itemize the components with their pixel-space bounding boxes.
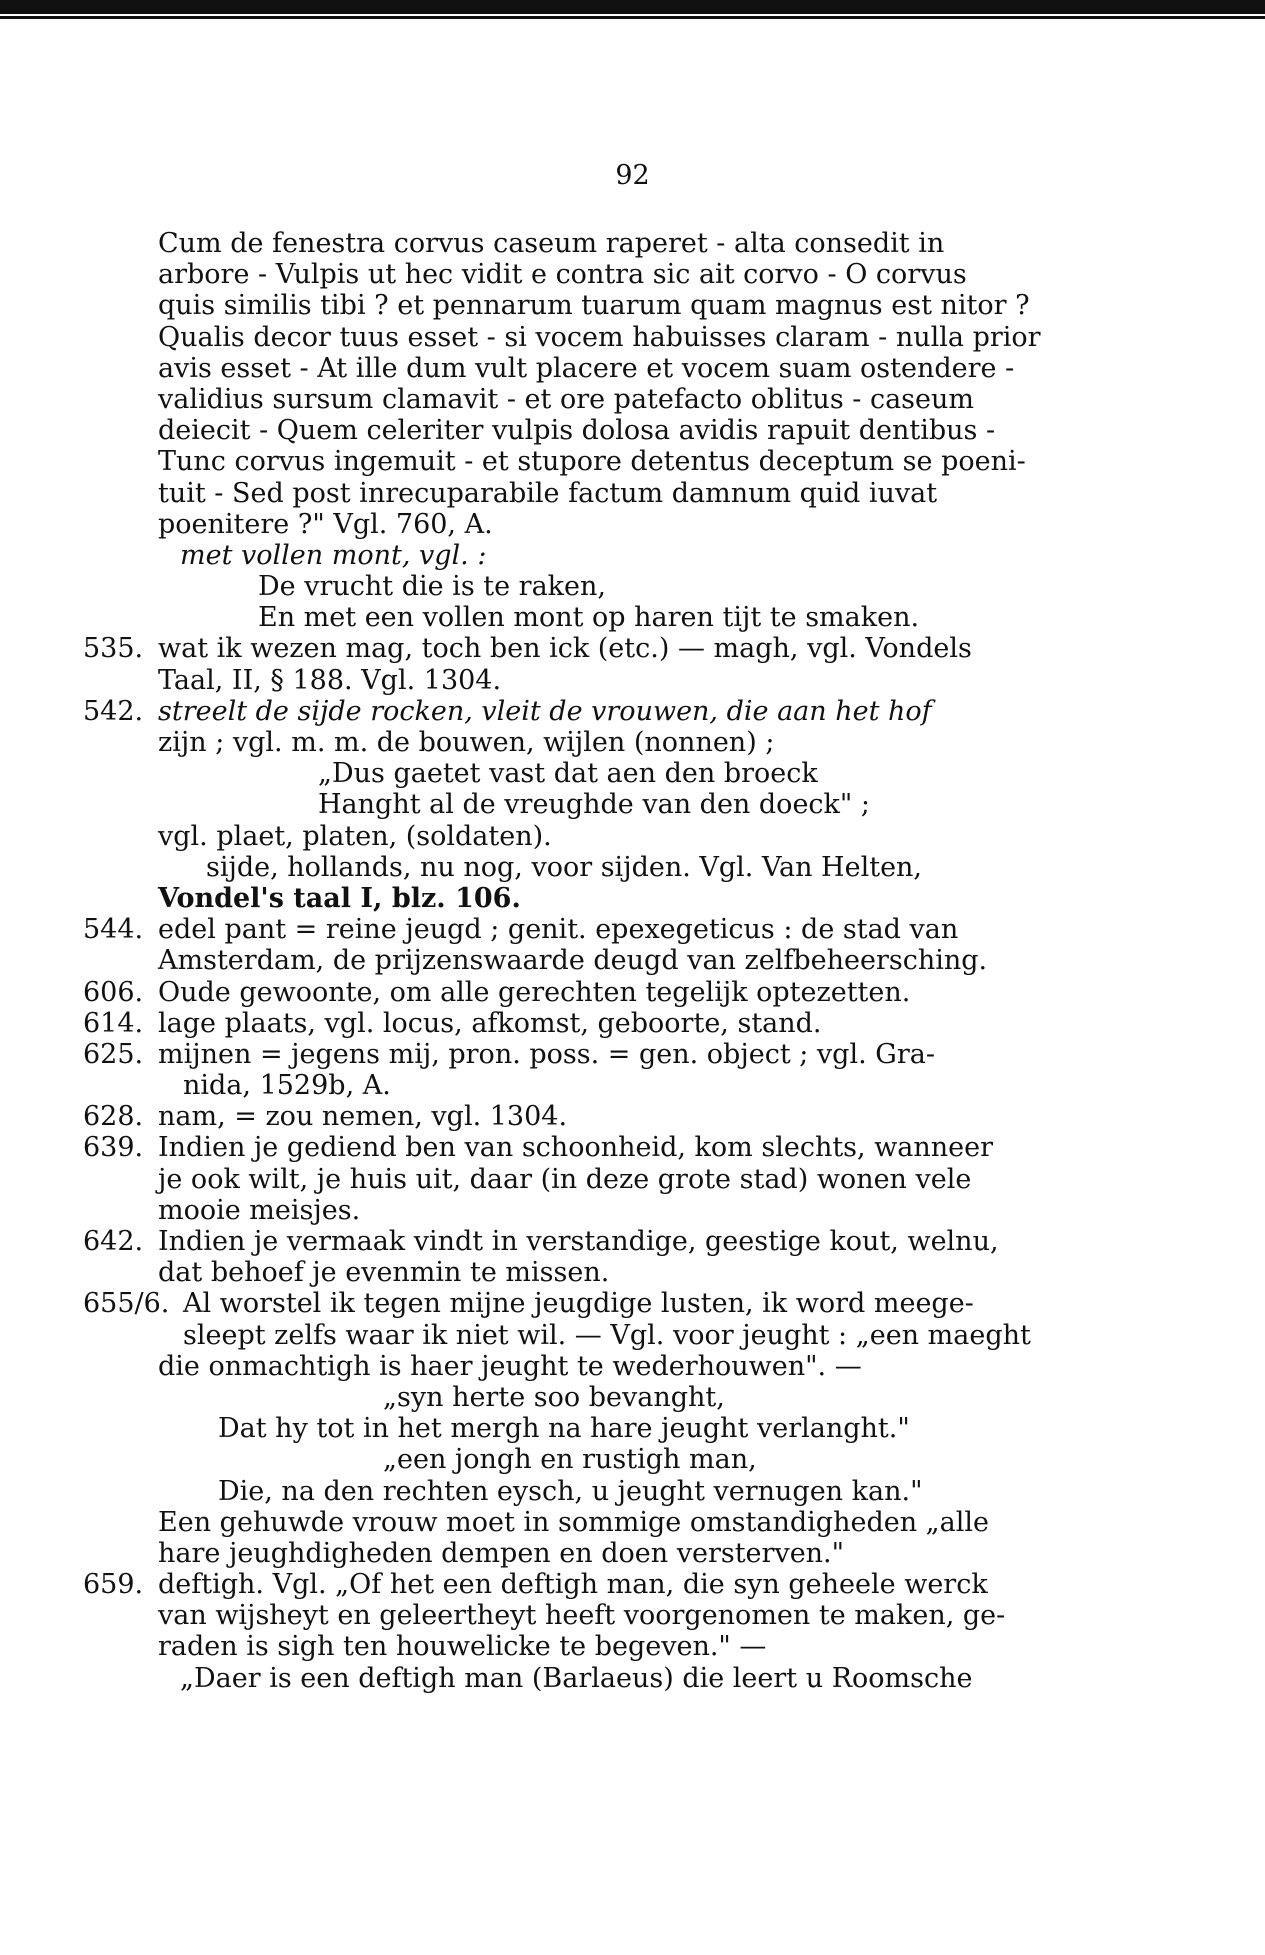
- entry-line: 628. nam, = zou nemen, vgl. 1304.: [83, 1101, 568, 1133]
- text-line: deiecit - Quem celeriter vulpis dolosa avidis rapuit dentibus -: [158, 415, 996, 447]
- entry-line: 544. edel pant = reine jeugd ; genit. epexegeticus : de stad van: [83, 914, 959, 946]
- text-line: die onmachtigh is haer jeught te wederhouwen". —: [158, 1350, 862, 1382]
- verse-line: „Dus gaetet vast dat aen den broeck: [318, 758, 818, 790]
- text-line: Qualis decor tuus esset - si vocem habuisses claram - nulla prior: [158, 321, 1041, 353]
- entry-line: 542. streelt de sijde rocken, vleit de vrouwen, die aan het hof: [83, 695, 932, 727]
- verse-line: Hanght al de vreughde van den doeck" ;: [318, 789, 870, 821]
- text-line: quis similis tibi ? et pennarum tuarum quam magnus est nitor ?: [158, 290, 1030, 322]
- text-line: Tunc corvus ingemuit - et stupore detentus deceptum se poeni-: [158, 446, 1026, 478]
- text-line: mooie meisjes.: [158, 1194, 361, 1226]
- entry-line: 625. mijnen = jegens mij, pron. poss. = gen. object ; vgl. Gra-: [83, 1038, 935, 1070]
- text-line: Taal, II, § 188. Vgl. 1304.: [158, 664, 502, 696]
- entry-line: 606. Oude gewoonte, om alle gerechten tegelijk optezetten.: [83, 976, 911, 1008]
- text-line: arbore - Vulpis ut hec vidit e contra sic ait corvo - O corvus: [158, 259, 967, 291]
- text-line: sijde, hollands, nu nog, voor sijden. Vgl. Van Helten,: [206, 851, 923, 883]
- page-number: 92: [615, 160, 650, 191]
- verse-line: „een jongh en rustigh man,: [383, 1444, 757, 1476]
- verse-line: „Daer is een deftigh man (Barlaeus) die leert u Roomsche: [180, 1662, 973, 1694]
- text-line: zijn ; vgl. m. m. de bouwen, wijlen (nonnen) ;: [158, 727, 775, 758]
- text-line: je ook wilt, je huis uit, daar (in deze grote stad) wonen vele: [158, 1163, 972, 1195]
- text-line: hare jeughdigheden dempen en doen versterven.": [158, 1537, 845, 1569]
- entry-line: 659. deftigh. Vgl. „Of het een deftigh man, die syn geheele werck: [83, 1569, 988, 1601]
- verse-line: Die, na den rechten eysch, u jeught vernugen kan.": [218, 1475, 923, 1507]
- page-body: [83, 228, 1086, 1694]
- text-line: met vollen mont, vgl. :: [180, 539, 487, 571]
- entry-line: 642. Indien je vermaak vindt in verstandige, geestige kout, welnu,: [83, 1226, 999, 1257]
- text-line: validius sursum clamavit - et ore patefacto oblitus - caseum: [158, 383, 975, 415]
- top-border-rule-thin: [0, 16, 1265, 19]
- text-line: nida, 1529b, A.: [183, 1070, 391, 1102]
- entry-line: 614. lage plaats, vgl. locus, afkomst, geboorte, stand.: [83, 1007, 822, 1039]
- entry-line: 535. wat ik wezen mag, toch ben ick (etc.) — magh, vgl. Vondels: [83, 633, 972, 665]
- text-line: Een gehuwde vrouw moet in sommige omstandigheden „alle: [158, 1506, 990, 1538]
- entry-line: 655/6. Al worstel ik tegen mijne jeugdige lusten, ik word meege-: [83, 1288, 974, 1320]
- entry-line: 639. Indien je gediend ben van schoonheid, kom slechts, wanneer: [83, 1132, 994, 1164]
- text-line: tuit - Sed post inrecuparabile factum damnum quid iuvat: [158, 477, 938, 509]
- text-line: poenitere ?" Vgl. 760, A.: [158, 508, 493, 540]
- text-line: Vondel's taal I, blz. 106.: [158, 882, 521, 914]
- verse-line: Dat hy tot in het mergh na hare jeught verlanght.": [218, 1413, 910, 1445]
- text-line: avis esset - At ille dum vult placere et vocem suam ostendere -: [158, 352, 1015, 384]
- text-line: sleept zelfs waar ik niet wil. — Vgl. voor jeught : „een maeght: [183, 1319, 1031, 1351]
- text-line: raden is sigh ten houwelicke te begeven." —: [158, 1631, 767, 1663]
- verse-line: De vrucht die is te raken,: [258, 571, 606, 603]
- text-line: van wijsheyt en geleertheyt heeft voorgenomen te maken, ge-: [158, 1600, 1006, 1632]
- text-line: dat behoef je evenmin te missen.: [158, 1257, 610, 1289]
- top-border-rule: [0, 0, 1265, 14]
- text-line: Amsterdam, de prijzenswaarde deugd van zelfbeheersching.: [158, 945, 988, 977]
- text-line: vgl. plaet, platen, (soldaten).: [158, 820, 552, 852]
- verse-line: En met een vollen mont op haren tijt te smaken.: [258, 602, 920, 634]
- verse-line: „syn herte soo bevanght,: [383, 1381, 725, 1413]
- text-line: Cum de fenestra corvus caseum raperet - alta consedit in: [158, 228, 945, 259]
